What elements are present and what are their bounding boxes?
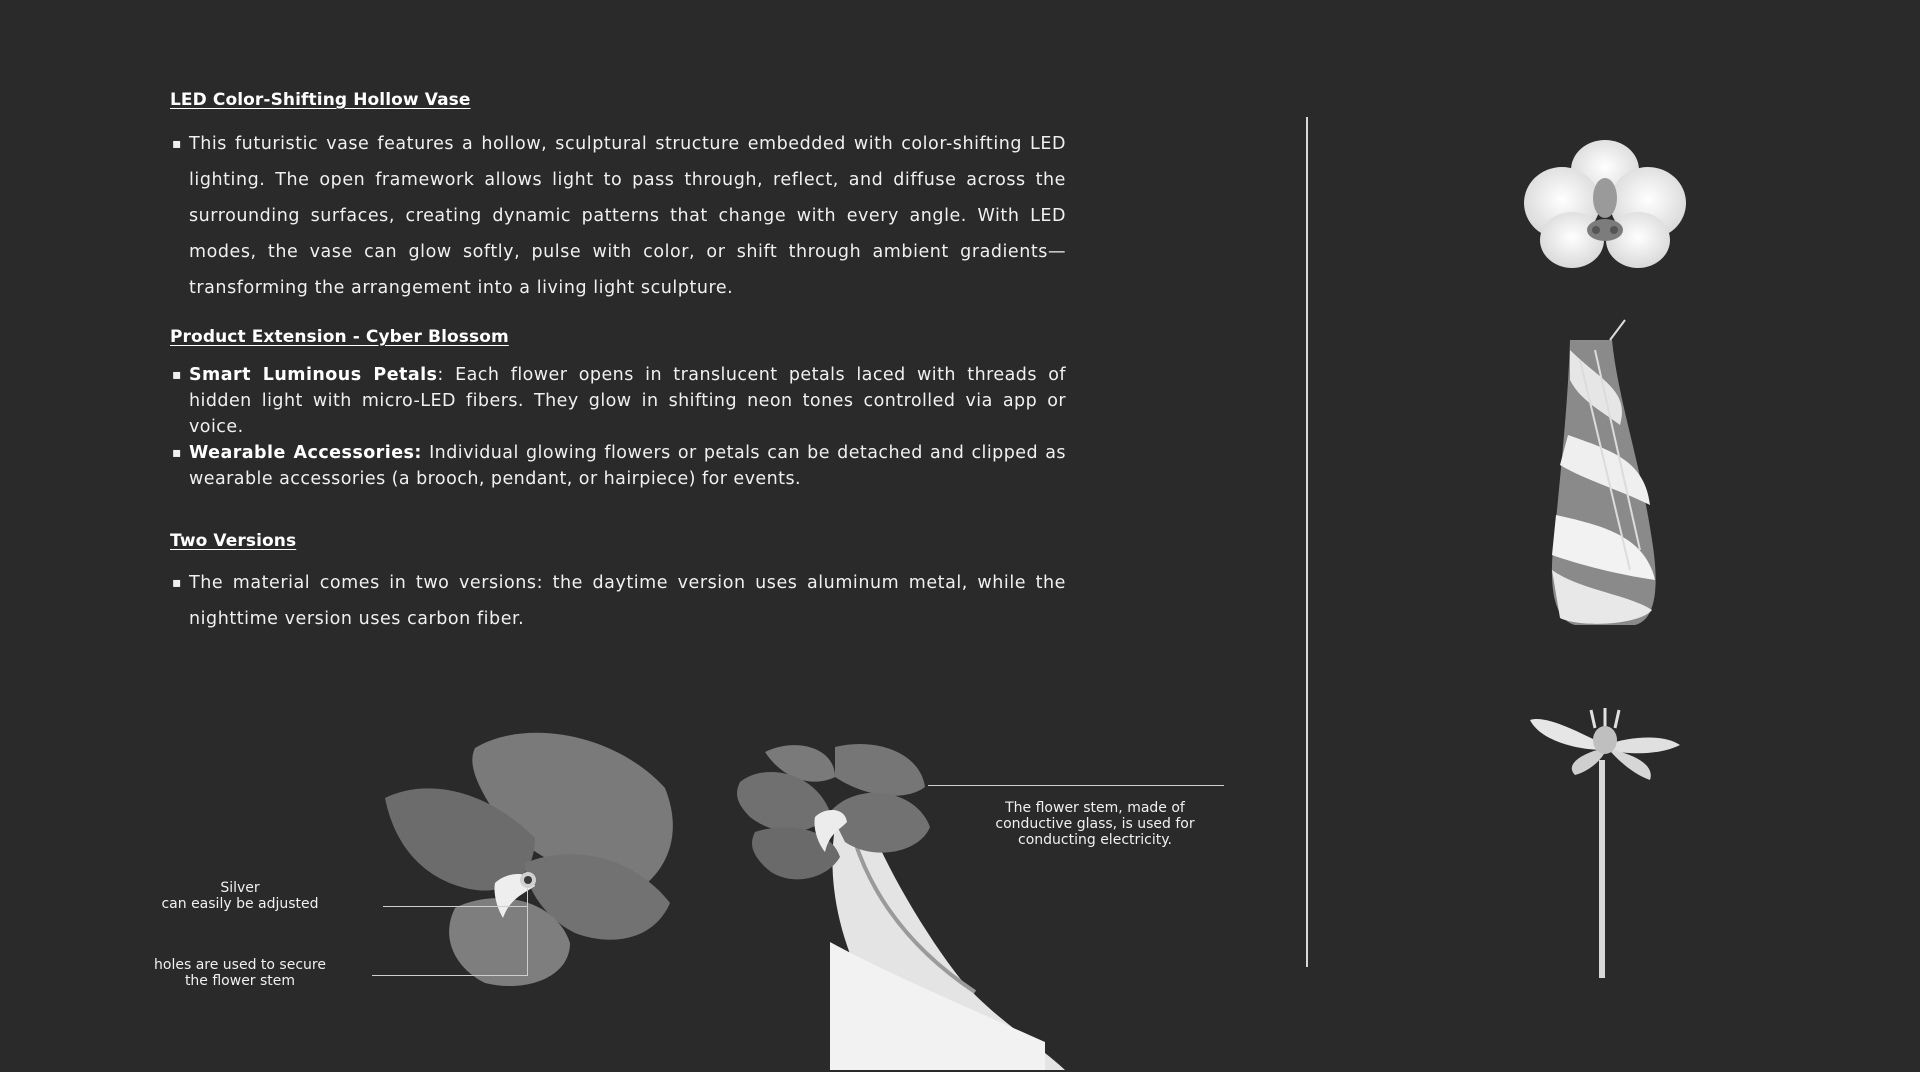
bullet-glyph: ▪ xyxy=(172,136,183,152)
extension-bullet-petals xyxy=(170,362,1066,440)
flower-stem-side-image xyxy=(1525,700,1685,980)
versions-bullet-text: The material comes in two versions: the daytime version uses aluminum metal, while the nighttime version uses carbon fiber. xyxy=(189,573,1066,629)
holes-leader-line-v xyxy=(527,885,528,976)
heading-extension: Product Extension - Cyber Blossom xyxy=(170,327,509,347)
twisted-vase-image xyxy=(1540,340,1670,625)
extension-bullet-list-2 xyxy=(170,440,1066,492)
heading-versions: Two Versions xyxy=(170,531,297,551)
annotation-silver xyxy=(140,880,340,912)
stem-leader-line xyxy=(928,785,1224,786)
holes-leader-line-h xyxy=(372,975,527,976)
extension-bullet-list-1 xyxy=(170,362,1066,440)
petals-text: Each flower opens in translucent petals laced with threads of hidden light with micro-LED fibers. They glow in shifting neon tones controlled via app or voice. xyxy=(189,365,1067,437)
bullet-glyph: ▪ xyxy=(172,445,182,461)
annotation-stem-line-1: The flower stem, made of xyxy=(1005,800,1185,816)
wearable-label: Wearable Accessories: xyxy=(189,443,422,463)
annotation-holes xyxy=(130,957,350,989)
extension-bullet-wearable xyxy=(170,440,1066,492)
annotation-silver-line-1: Silver xyxy=(220,880,260,896)
bullet-glyph: ▪ xyxy=(172,575,183,591)
versions-bullet xyxy=(170,565,1066,637)
grey-flower-stem-image xyxy=(735,742,1045,1070)
bullet-glyph: ▪ xyxy=(172,367,182,383)
wearable-separator xyxy=(422,443,429,463)
annotation-holes-line-2: the flower stem xyxy=(184,973,296,989)
annotation-holes-line-1: holes are used to secure xyxy=(154,957,326,973)
petals-separator: : xyxy=(437,365,456,385)
wearable-text: Individual glowing flowers or petals can be detached and clipped as wearable accessories (a brooch, pendant, or hairpiece) for events. xyxy=(189,443,1066,489)
annotation-stem xyxy=(970,800,1220,848)
versions-bullet-list xyxy=(170,565,1066,637)
vase-bullet xyxy=(170,126,1066,306)
annotation-stem-line-2: conductive glass, is used for xyxy=(995,816,1195,832)
petals-label: Smart Luminous Petals xyxy=(189,365,438,385)
orchid-top-view-image xyxy=(1520,138,1690,273)
grey-flower-clip-image xyxy=(385,728,675,990)
silver-leader-line xyxy=(383,906,528,907)
vase-bullet-list xyxy=(170,126,1066,306)
annotation-stem-line-3: conducting electricity. xyxy=(1018,832,1172,848)
annotation-silver-line-2: can easily be adjusted xyxy=(161,896,319,912)
heading-vase: LED Color-Shifting Hollow Vase xyxy=(170,90,471,110)
vertical-divider xyxy=(1306,117,1308,967)
vase-bullet-text: This futuristic vase features a hollow, sculptural structure embedded with color-shifting LED lighting. The open framework allows light to pass through, reflect, and diffuse across the surrounding surfaces, creating dynamic patterns that change with every angle. With LED modes, the vase can glow softly, pulse with color, or shift through ambient gradients—transforming the arrangement into a living light sculpture. xyxy=(189,134,1066,298)
